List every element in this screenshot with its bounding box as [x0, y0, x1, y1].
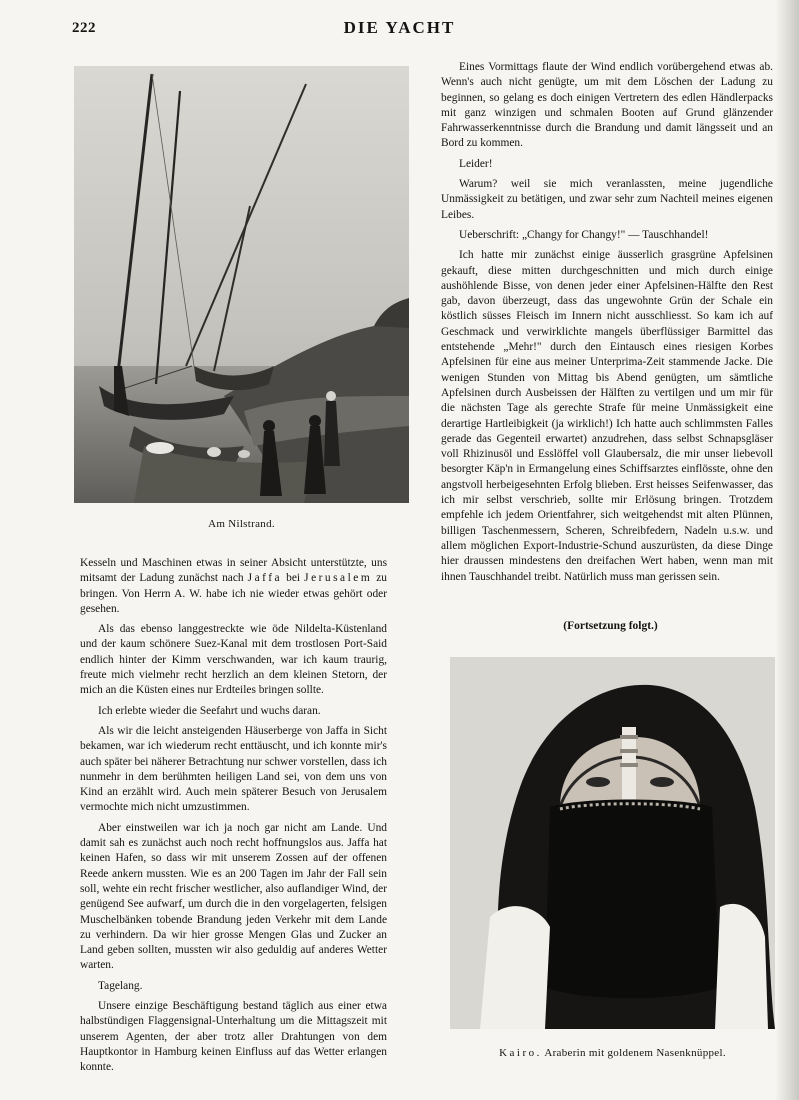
left-paragraph-7: Unsere einzige Beschäftigung bestand täglich aus einer etwa halbstündigen Flaggensignal-Unterhaltung um die Mittagszeit mit unserem Agenten, der aber trotz aller Drahtungen von dem Hauptkontor in Hamburg keinen Einfluss auf das Wetter erlangen konnte.	[80, 1000, 387, 1074]
left-paragraph-4: Als wir die leicht ansteigenden Häuserberge von Jaffa in Sicht bekamen, war ich wiederum recht enttäuscht, und ich konnte mir's auch später bei näherer Betrachtung nur schwer vorstellen, dass ich nunmehr in dem berühmten heiligen Land sei, von dem uns von Kind an erzählt wird. Auch mein späterer Besuch von Jerusalem vermochte mich nicht umzustimmen.	[80, 724, 387, 814]
photo-nile-shore	[74, 66, 409, 503]
right-paragraph-3: Warum? weil sie mich veranlassten, meine jugendliche Unmässigkeit zu betätigen, und zwar sehr zum Nachteil meines eigenen Leibes.	[441, 178, 773, 221]
right-paragraph-1: Eines Vormittags flaute der Wind endlich vorübergehend etwas ab. Wenn's auch nicht genügte, um mit dem Löschen der Ladung zu beginnen, so gelang es doch einigen Vertretern des edlen Händlerpacks mit ganz winzigen und schmalen Booten auf Grund glänzender Fahrwasserkenntnisse durch die Brandung und damit längsseit und an Bord zu kommen.	[441, 61, 773, 150]
running-head-title: DIE YACHT	[343, 18, 456, 37]
left-p1-text-b: bei	[282, 572, 305, 585]
nile-shore-image	[74, 66, 409, 503]
left-paragraph-3: Ich erlebte wieder die Seefahrt und wuchs daran.	[98, 704, 321, 717]
photo-cairo-woman	[450, 657, 775, 1029]
right-paragraph-5: Ich hatte mir zunächst einige äusserlich grasgrüne Apfelsinen gekauft, diese mitten durchgeschnitten und mich durch einige aushöhlende Bisse, von denen jeder einer Apfelsinen-Hälfte den Rest gab, davon überzeugt, dass das ungewohnte Grün der Schale ein köstlich süsses Fleisch im Innern nicht ausschliesst. So kam ich auf Geschmack und verwirklichte mangels überflüssiger Barmittel das entstehende „Mehr!" durch den Eintausch eines riesigen Korbes Apfelsinen für eine aus meiner Unterprima-Zeit stammende Jacke. Die wenigen Stunden von Mittag bis Abend genügten, um sämtliche Apfelsinen durch Ausbeissen der Hälften zu vertilgen und um mir für die nächsten Tage als gerechte Strafe für meine Unmässigkeit eine derartige Hartleibigkeit (ja wirklich!) Ich hatte auch schlimmsten Falles gerade das Gegenteil erwartet) anzudrehen, dass selbst Schnapsgläser voll Rhizinusöl und Esslöffel voll Glaubersalz, die mir unser liebevoll besorgter Käp'n in Ermangelung eines Schiffsarztes einflösste, ohne den angstvoll herbeigesehnten Erfolg blieben. Erst heisses Seifenwasser, das ich mir selbst verschrieb, sollte mir Erlösung bringen. Trotzdem empfehle ich jedem Orientfahrer, sich weitgehendst mit alten Plünnen, billigen Taschenmessern, Scheren, Schreibfedern, Nadeln u.s.w. und allem möglichen Export-Industrie-Schund auszurüsten, da diese Dinge hier draussen mindestens den dreifachen Wert haben, wenn man mit ihnen Tauschhandel treibt. Natürlich muss man gerissen sein.	[441, 249, 773, 583]
cairo-woman-image	[450, 657, 775, 1029]
left-p1-text-a: Kesseln und Maschinen etwas in seiner Absicht unterstützte, uns mitsamt der Ladung zunächst nach	[80, 557, 387, 585]
place-jaffa: Jaffa	[247, 572, 283, 585]
place-jerusalem: Jerusalem	[304, 572, 373, 585]
right-text-column	[441, 60, 773, 590]
caption-cairo-text: Araberin mit goldenem Nasenknüppel.	[544, 1047, 726, 1059]
left-paragraph-6: Tagelang.	[98, 979, 143, 992]
caption-nile-shore: Am Nilstrand.	[208, 518, 275, 530]
caption-cairo-place: Kairo.	[499, 1047, 542, 1059]
left-paragraph-1	[80, 556, 387, 617]
caption-cairo-woman	[450, 1047, 775, 1059]
right-paragraph-4: Ueberschrift: „Changy for Changy!" — Tauschhandel!	[459, 228, 709, 241]
left-text-column	[80, 556, 387, 1081]
left-paragraph-5: Aber einstweilen war ich ja noch gar nicht am Lande. Und damit sah es zunächst auch noch recht hoffnungslos aus. Jaffa hat keinen Hafen, so dass wir mit unserem Zossen auf der offenen Reede ankern mussten. Wie es an 200 Tagen im Jahr der Fall sein soll, wehte ein recht frischer westlicher, also auflandiger Wind, der genügend See aufwarf, um durch die in den vorgelagerten, felsigen Muschelbänken tobende Brandung jeden Verkehr mit dem Lande zu verhindern. Da wir hier grosse Mengen Glas und Zucker an Land geben sollten, mussten wir also geduldig auf anderes Wetter warten.	[80, 821, 387, 972]
page-edge-shadow	[775, 0, 799, 1100]
left-p1-text-c: zu bringen. Von Herrn A. W. habe ich nie wieder etwas gehört oder gesehen.	[80, 572, 387, 615]
continuation-note: (Fortsetzung folgt.)	[563, 620, 658, 632]
left-paragraph-2: Als das ebenso langgestreckte wie öde Nildelta-Küstenland und der kaum schönere Suez-Kanal mit dem trostlosen Port-Said endlich hinter der Kimm verschwanden, war ich kaum traurig, freute mich vielmehr recht herzlich an dem kleinen Stetorn, der mich an die Küsten eines nur Erdteiles bringen sollte.	[80, 623, 387, 697]
right-paragraph-2: Leider!	[459, 157, 493, 170]
page-number: 222	[72, 20, 96, 36]
